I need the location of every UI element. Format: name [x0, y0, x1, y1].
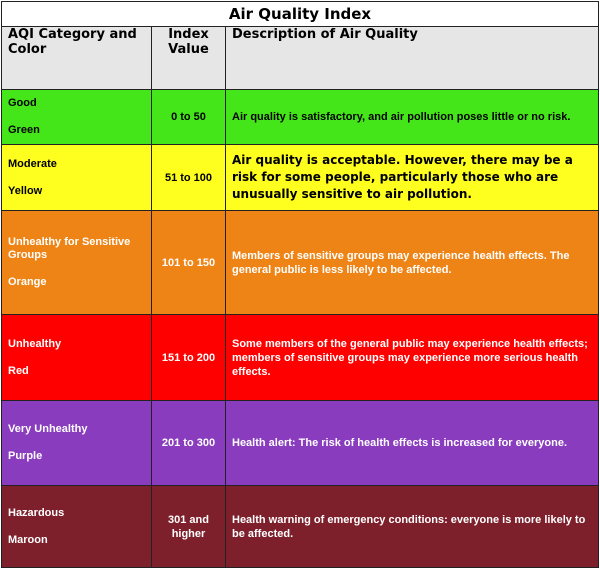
title-row: [2, 2, 599, 27]
header-description: Description of Air Quality: [226, 27, 599, 90]
table-row: [2, 145, 599, 211]
header-index-value: Index Value: [152, 27, 226, 90]
category-color: Red: [8, 364, 29, 377]
category-color: Yellow: [8, 184, 43, 197]
index-value: 51 to 100: [152, 145, 226, 211]
category-name: Unhealthy: [8, 337, 62, 350]
category-cell: [2, 145, 152, 211]
description: Health warning of emergency conditions: everyone is more likely to be affected.: [226, 486, 599, 568]
category-color: Green: [8, 124, 40, 136]
table-row: [2, 315, 599, 401]
index-value: 151 to 200: [152, 315, 226, 401]
category-name: Hazardous: [8, 506, 65, 519]
table-row: [2, 211, 599, 315]
category-cell: [2, 486, 152, 568]
table-row: [2, 401, 599, 486]
table-row: [2, 486, 599, 568]
description: Health alert: The risk of health effects is increased for everyone.: [226, 401, 599, 486]
index-value: 301 and higher: [152, 486, 226, 568]
category-cell: [2, 401, 152, 486]
category-color: Maroon: [8, 533, 48, 546]
description: Members of sensitive groups may experience health effects. The general public is less likely to be affected.: [226, 211, 599, 315]
table-row: [2, 90, 599, 145]
category-color: Orange: [8, 276, 47, 288]
category-name: Very Unhealthy: [8, 423, 88, 435]
index-value: 101 to 150: [152, 211, 226, 315]
category-name: Moderate: [8, 157, 57, 170]
category-name: Good: [8, 97, 37, 109]
description: Some members of the general public may experience health effects; members of sensitive groups may experience more serious health effects.: [226, 315, 599, 401]
description: Air quality is acceptable. However, there may be a risk for some people, particularly those who are unusually sensitive to air pollution.: [226, 145, 599, 211]
table-title: Air Quality Index: [2, 2, 599, 27]
index-value: 0 to 50: [152, 90, 226, 145]
description: Air quality is satisfactory, and air pollution poses little or no risk.: [226, 90, 599, 145]
aqi-table: [1, 1, 599, 568]
category-name: Unhealthy for Sensitive Groups: [8, 236, 131, 261]
category-cell: [2, 211, 152, 315]
category-cell: [2, 90, 152, 145]
header-category: AQI Category and Color: [2, 27, 152, 90]
category-color: Purple: [8, 450, 43, 462]
index-value: 201 to 300: [152, 401, 226, 486]
header-row: [2, 27, 599, 90]
category-cell: [2, 315, 152, 401]
